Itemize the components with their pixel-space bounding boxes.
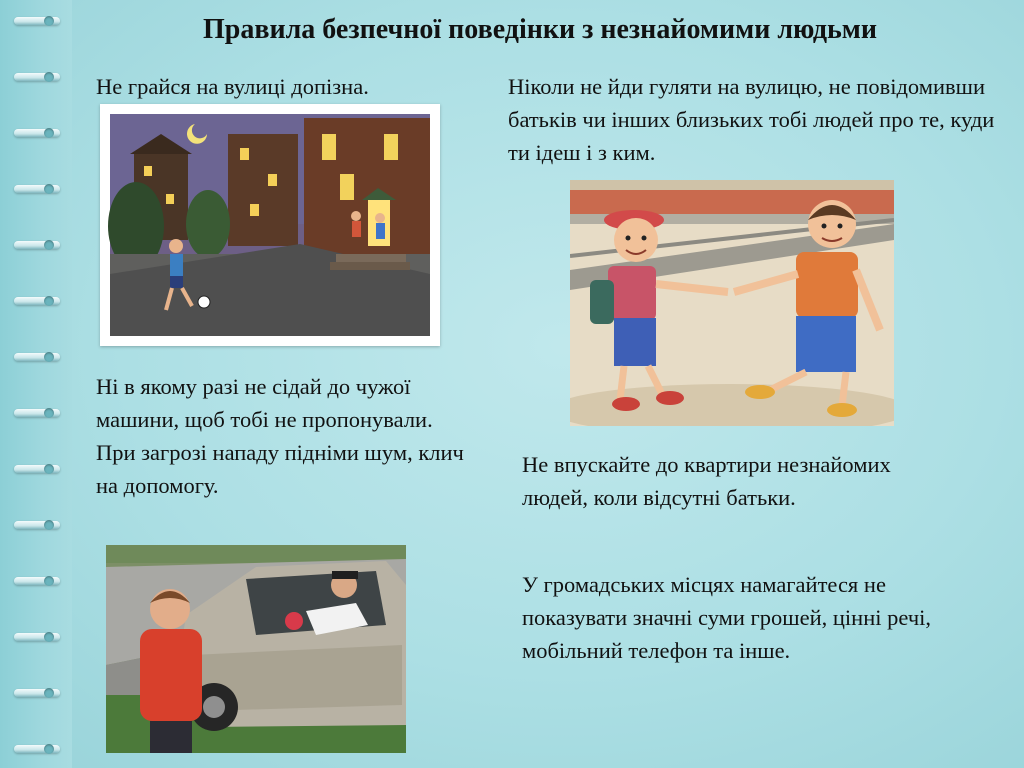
rule-text: Ні в якому разі не сідай до чужої машини, щоб тобі не пропонували. При загрозі нападу підніми шум, клич на допомогу. <box>96 374 464 498</box>
binding-ring-icon <box>14 294 60 308</box>
rule-text: Не впускайте до квартири незнайомих людей, коли відсутні батьки. <box>522 452 891 510</box>
binding-ring-icon <box>14 630 60 644</box>
two-boys-image <box>570 180 894 426</box>
binding-ring-icon <box>14 462 60 476</box>
binding-ring-icon <box>14 126 60 140</box>
slide-title: Правила безпечної поведінки з незнайомими людьми <box>202 14 878 45</box>
binding-ring-icon <box>14 14 60 28</box>
binding-ring-icon <box>14 350 60 364</box>
rule-text: Не грайся на вулиці допізна. <box>96 74 369 99</box>
binding-ring-icon <box>14 406 60 420</box>
binding-ring-icon <box>14 742 60 756</box>
binding-ring-icon <box>14 238 60 252</box>
binding-ring-icon <box>14 686 60 700</box>
binding-ring-icon <box>14 518 60 532</box>
notebook-binding <box>0 0 72 768</box>
binding-ring-icon <box>14 182 60 196</box>
binding-ring-icon <box>14 574 60 588</box>
rule-text: У громадських місцях намагайтеся не показувати значні суми грошей, цінні речі, мобільний телефон та інше. <box>522 572 932 663</box>
stranger-car-image <box>106 545 406 753</box>
night-street-image <box>100 104 440 346</box>
binding-ring-icon <box>14 70 60 84</box>
rule-text: Ніколи не йди гуляти на вулицю, не повідомивши батьків чи інших близьких тобі людей про те, куди ти ідеш і з ким. <box>508 74 995 165</box>
